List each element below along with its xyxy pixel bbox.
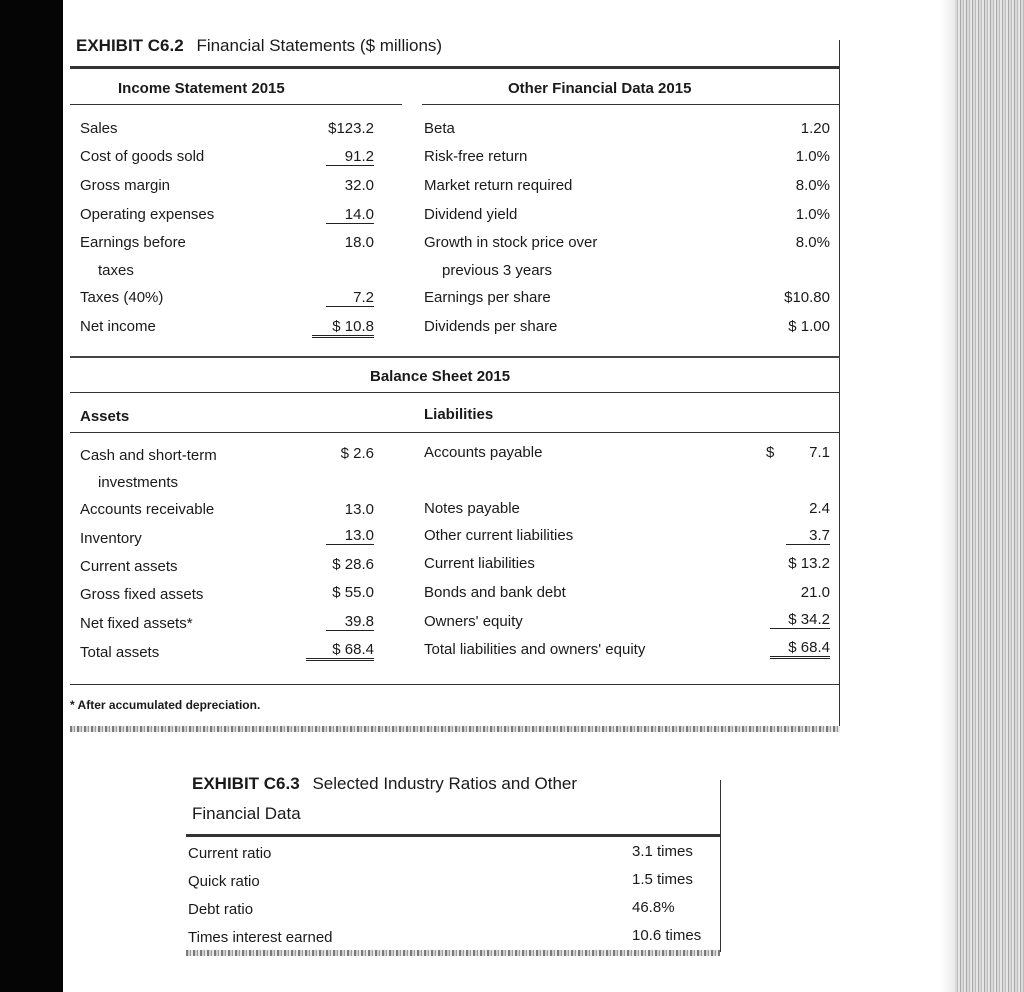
liability-value-payables: 7.1	[809, 444, 830, 461]
exhibit-label: EXHIBIT C6.2	[76, 36, 184, 55]
other-data-header: Other Financial Data 2015	[508, 80, 692, 97]
liability-label-total: Total liabilities and owners' equity	[424, 641, 646, 658]
ratio-value-tie: 10.6 times	[632, 927, 702, 944]
income-value-sales: $123.2	[328, 120, 374, 137]
asset-label-inventory: Inventory	[80, 530, 142, 547]
asset-value-net-fixed: 39.8	[326, 613, 374, 631]
other-label-market-return: Market return required	[424, 177, 573, 194]
exhibit-c63-bottom-rule	[186, 950, 720, 956]
other-label-dividend-yield: Dividend yield	[424, 206, 518, 223]
income-label-opex: Operating expenses	[80, 206, 215, 223]
income-header-rule	[70, 104, 402, 105]
ratio-label-debt: Debt ratio	[188, 901, 254, 918]
page-edge-shadow	[940, 0, 956, 992]
income-label-ebt-cont: taxes	[98, 262, 134, 279]
other-value-dps: $ 1.00	[788, 318, 830, 335]
liability-label-notes: Notes payable	[424, 500, 520, 517]
liability-value-notes: 2.4	[809, 500, 830, 517]
exhibit-c63-title-line2: Financial Data	[192, 804, 301, 823]
ratio-label-current: Current ratio	[188, 845, 272, 862]
asset-label-total: Total assets	[80, 644, 160, 661]
asset-value-inventory: 13.0	[326, 527, 374, 545]
exhibit-bottom-rule	[70, 726, 840, 732]
income-label-ebt: Earnings before	[80, 234, 186, 251]
liability-value-current: $ 13.2	[788, 555, 830, 572]
asset-label-net-fixed: Net fixed assets*	[80, 615, 193, 632]
income-value-net-income: $ 10.8	[312, 318, 374, 338]
ratio-label-quick: Quick ratio	[188, 873, 260, 890]
other-label-growth: Growth in stock price over	[424, 234, 598, 251]
balance-sheet-header: Balance Sheet 2015	[370, 368, 511, 385]
balance-bottom-rule	[70, 684, 840, 685]
income-value-cogs: 91.2	[326, 148, 374, 166]
liability-value-total: $ 68.4	[770, 639, 830, 659]
liability-label-bonds: Bonds and bank debt	[424, 584, 566, 601]
liability-label-current: Current liabilities	[424, 555, 535, 572]
asset-label-cash: Cash and short-term	[80, 447, 217, 464]
assets-header: Assets	[80, 408, 130, 425]
income-label-gross-margin: Gross margin	[80, 177, 171, 194]
other-label-growth-cont: previous 3 years	[442, 262, 553, 279]
asset-value-gross-fixed: $ 55.0	[332, 584, 374, 601]
other-value-eps: $10.80	[784, 289, 830, 306]
liability-label-payables: Accounts payable	[424, 444, 543, 461]
footnote: * After accumulated depreciation.	[70, 698, 261, 712]
other-value-beta: 1.20	[800, 120, 830, 137]
other-label-risk-free: Risk-free return	[424, 148, 528, 165]
liability-prefix-payables: $	[766, 444, 775, 461]
income-statement-header: Income Statement 2015	[118, 80, 285, 97]
ratio-value-current: 3.1 times	[632, 843, 693, 860]
other-label-beta: Beta	[424, 120, 455, 137]
ratio-label-tie: Times interest earned	[188, 929, 333, 946]
exhibit-c63-right-line	[720, 780, 721, 952]
other-header-rule	[422, 104, 840, 105]
liability-label-equity: Owners' equity	[424, 613, 523, 630]
exhibit-c63-title-line1: Selected Industry Ratios and Other	[312, 774, 578, 793]
right-frame-line	[839, 40, 840, 728]
income-value-opex: 14.0	[326, 206, 374, 224]
balance-header-rule	[70, 392, 840, 393]
liability-label-other-current: Other current liabilities	[424, 527, 574, 544]
asset-label-gross-fixed: Gross fixed assets	[80, 586, 204, 603]
exhibit-c63-title	[192, 774, 577, 794]
other-label-eps: Earnings per share	[424, 289, 551, 306]
income-value-gross-margin: 32.0	[344, 177, 374, 194]
other-value-growth: 8.0%	[795, 234, 830, 251]
liability-value-bonds: 21.0	[800, 584, 830, 601]
income-label-sales: Sales	[80, 120, 118, 137]
other-value-dividend-yield: 1.0%	[795, 206, 830, 223]
exhibit-title: Financial Statements ($ millions)	[196, 36, 443, 55]
asset-label-receivables: Accounts receivable	[80, 501, 215, 518]
ratio-value-debt: 46.8%	[632, 899, 675, 916]
other-value-risk-free: 1.0%	[795, 148, 830, 165]
liabilities-header: Liabilities	[424, 406, 494, 423]
asset-value-current-assets: $ 28.6	[332, 556, 374, 573]
balance-top-rule	[70, 356, 840, 358]
asset-label-cash-cont: investments	[98, 474, 179, 491]
income-value-ebt: 18.0	[344, 234, 374, 251]
liability-value-equity: $ 34.2	[770, 611, 830, 629]
left-black-border	[0, 0, 63, 992]
section-header-rule	[70, 432, 840, 433]
exhibit-c62-title	[76, 36, 442, 56]
income-value-taxes: 7.2	[326, 289, 374, 307]
exhibit-c63-rule	[186, 834, 720, 837]
page-edge-texture	[955, 0, 1024, 992]
title-rule	[70, 66, 840, 69]
other-value-market-return: 8.0%	[795, 177, 830, 194]
income-label-net-income: Net income	[80, 318, 156, 335]
income-label-taxes: Taxes (40%)	[80, 289, 164, 306]
asset-value-cash: $ 2.6	[340, 445, 374, 462]
asset-value-receivables: 13.0	[344, 501, 374, 518]
income-label-cogs: Cost of goods sold	[80, 148, 205, 165]
exhibit-c63-label: EXHIBIT C6.3	[192, 774, 300, 793]
liability-value-other-current: 3.7	[786, 527, 830, 545]
asset-label-current-assets: Current assets	[80, 558, 178, 575]
ratio-value-quick: 1.5 times	[632, 871, 693, 888]
asset-value-total: $ 68.4	[306, 641, 374, 661]
other-label-dps: Dividends per share	[424, 318, 558, 335]
